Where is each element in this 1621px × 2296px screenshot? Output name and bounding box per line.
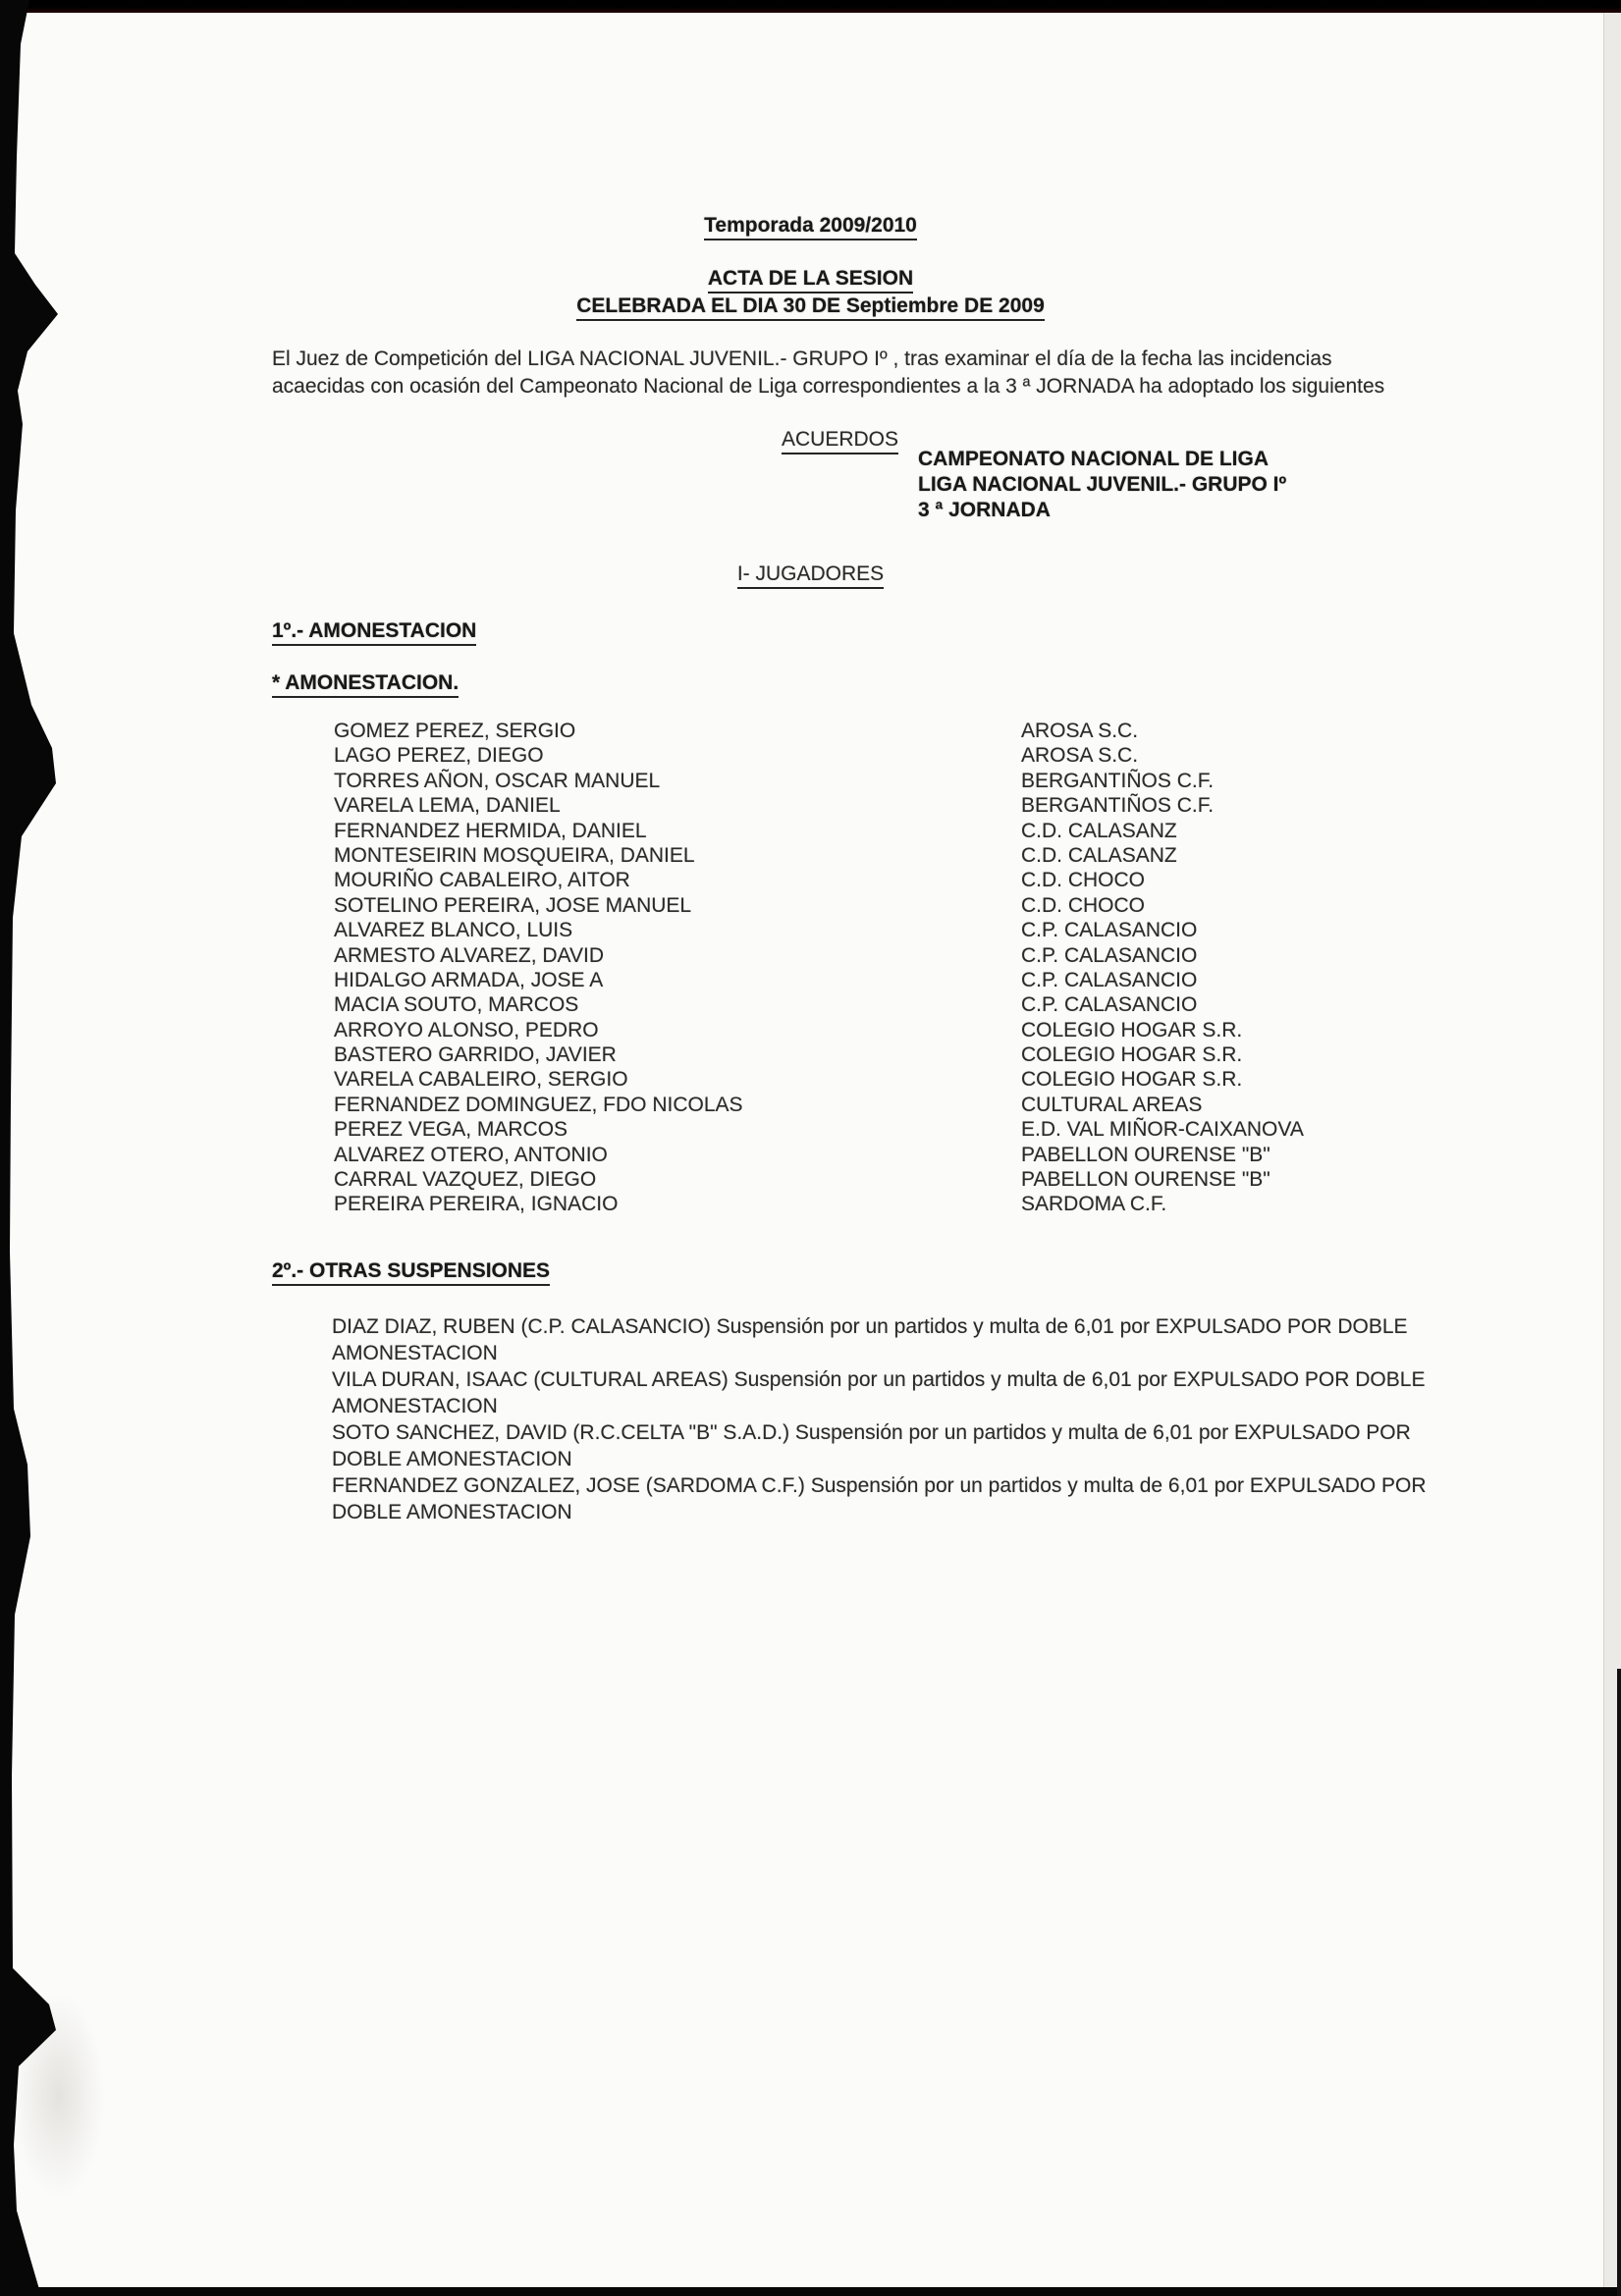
player-club: PABELLON OURENSE "B" [1021,1143,1270,1166]
amonestacion-row [334,968,1316,992]
amonestacion-row [334,1117,1316,1142]
player-name: BASTERO GARRIDO, JAVIER [334,1043,617,1067]
player-club: SARDOMA C.F. [1021,1193,1167,1216]
jugadores-heading: I- JUGADORES [737,562,884,589]
amonestacion-row [334,918,1316,942]
competition-line-2: LIGA NACIONAL JUVENIL.- GRUPO Iº [918,473,1287,496]
player-club: C.P. CALASANCIO [1021,943,1198,967]
doc-subtitle-row [0,294,1621,318]
competition-block [918,447,1286,523]
doc-title-row [0,267,1621,291]
amonestaciones-list [334,719,1316,1217]
player-name: LAGO PEREZ, DIEGO [334,744,544,768]
player-name: GOMEZ PEREZ, SERGIO [334,720,576,742]
season-title-row [0,214,1621,238]
amonestacion-row [334,1093,1316,1117]
player-club: C.D. CALASANZ [1021,843,1177,867]
player-name: ALVAREZ BLANCO, LUIS [334,919,573,942]
amonestacion-row [334,1192,1316,1216]
player-name: HIDALGO ARMADA, JOSE A [334,968,604,991]
suspension-entry-line1: DIAZ DIAZ, RUBEN (C.P. CALASANCIO) Suspensión por un partidos y multa de 6,01 por EXPULSADO POR DOBLE [332,1315,1408,1338]
player-club: CULTURAL AREAS [1021,1093,1203,1116]
amonestacion-row [334,1167,1316,1192]
suspensiones-list [332,1313,1510,1525]
section2-heading: 2º.- OTRAS SUSPENSIONES [272,1259,550,1286]
amonestacion-row [334,1018,1316,1042]
amonestacion-row [334,793,1316,818]
scan-top-edge-artifact [0,0,1621,13]
player-name: MACIA SOUTO, MARCOS [334,993,579,1017]
player-club: C.D. CALASANZ [1021,819,1177,842]
player-name: PEREIRA PEREIRA, IGNACIO [334,1193,619,1216]
section1-heading: 1º.- AMONESTACION [272,619,476,646]
amonestacion-row [334,819,1316,843]
amonestacion-row [334,943,1316,968]
suspension-entry-line1: VILA DURAN, ISAAC (CULTURAL AREAS) Suspensión por un partidos y multa de 6,01 por EXPULSADO POR DOBLE [332,1368,1426,1391]
amonestacion-row [334,843,1316,868]
player-club: COLEGIO HOGAR S.R. [1021,1018,1243,1041]
amonestacion-row [334,1143,1316,1167]
player-club: C.D. CHOCO [1021,893,1145,917]
amonestacion-row [334,719,1316,743]
player-club: COLEGIO HOGAR S.R. [1021,1068,1243,1092]
suspension-entry [332,1472,1510,1525]
player-name: FERNANDEZ DOMINGUEZ, FDO NICOLAS [334,1093,743,1116]
player-name: CARRAL VAZQUEZ, DIEGO [334,1168,597,1192]
player-name: PEREZ VEGA, MARCOS [334,1118,568,1142]
intro-line-2: acaecidas con ocasión del Campeonato Nacional de Liga correspondientes a la 3 ª JORNADA ha adoptado los siguientes [272,375,1385,398]
intro-line-1: El Juez de Competición del LIGA NACIONAL JUVENIL.- GRUPO Iº , tras examinar el día de la fecha las incidencias [272,347,1332,370]
acuerdos-heading-row [0,428,1621,452]
player-club: C.P. CALASANCIO [1021,968,1198,991]
player-club: C.D. CHOCO [1021,869,1145,892]
doc-title: ACTA DE LA SESION [708,267,913,294]
section1-subheading: * AMONESTACION. [272,671,459,698]
season-title: Temporada 2009/2010 [704,214,917,240]
player-name: SOTELINO PEREIRA, JOSE MANUEL [334,893,692,917]
torn-left-edge-artifact [0,0,69,2296]
player-club: AROSA S.C. [1021,744,1139,768]
player-club: COLEGIO HOGAR S.R. [1021,1043,1243,1067]
player-club: BERGANTIÑOS C.F. [1021,794,1215,818]
player-name: VARELA CABALEIRO, SERGIO [334,1068,628,1092]
suspension-entry [332,1419,1510,1472]
player-club: C.P. CALASANCIO [1021,919,1198,942]
player-name: TORRES AÑON, OSCAR MANUEL [334,769,661,792]
amonestacion-row [334,992,1316,1017]
suspension-entry-line2: AMONESTACION [332,1395,498,1417]
amonestacion-row [334,769,1316,793]
suspension-entry-line1: SOTO SANCHEZ, DAVID (R.C.CELTA "B" S.A.D.) Suspensión por un partidos y multa de 6,01 por EXPULSADO POR [332,1421,1411,1444]
section2-heading-row [272,1259,550,1283]
player-name: ALVAREZ OTERO, ANTONIO [334,1143,608,1166]
competition-line-3: 3 ª JORNADA [918,499,1051,521]
suspension-entry-line1: FERNANDEZ GONZALEZ, JOSE (SARDOMA C.F.) Suspensión por un partidos y multa de 6,01 por EXPULSADO POR [332,1474,1427,1497]
doc-subtitle: CELEBRADA EL DIA 30 DE Septiembre DE 2009 [576,294,1045,321]
section1-heading-row [272,619,476,643]
player-name: ARROYO ALONSO, PEDRO [334,1018,599,1041]
player-name: MOURIÑO CABALEIRO, AITOR [334,869,630,892]
amonestacion-row [334,1042,1316,1067]
player-club: E.D. VAL MIÑOR-CAIXANOVA [1021,1118,1304,1142]
suspension-entry-line2: AMONESTACION [332,1342,498,1364]
player-name: MONTESEIRIN MOSQUEIRA, DANIEL [334,843,695,867]
section1-subheading-row [272,671,459,695]
competition-line-1: CAMPEONATO NACIONAL DE LIGA [918,448,1270,470]
acuerdos-heading: ACUERDOS [782,428,898,454]
suspension-entry-line2: DOBLE AMONESTACION [332,1448,572,1470]
player-club: C.P. CALASANCIO [1021,993,1198,1017]
player-club: BERGANTIÑOS C.F. [1021,769,1215,792]
player-name: ARMESTO ALVAREZ, DAVID [334,943,605,967]
player-club: PABELLON OURENSE "B" [1021,1168,1270,1192]
player-name: VARELA LEMA, DANIEL [334,794,561,818]
jugadores-heading-row [0,562,1621,586]
suspension-entry [332,1366,1510,1419]
intro-paragraph [272,346,1384,400]
suspension-entry [332,1313,1510,1366]
scan-bottom-edge-artifact [0,2287,1621,2296]
amonestacion-row [334,743,1316,768]
player-name: FERNANDEZ HERMIDA, DANIEL [334,819,647,842]
amonestacion-row [334,868,1316,892]
suspension-entry-line2: DOBLE AMONESTACION [332,1501,572,1523]
scan-right-dark-line-artifact [1617,1669,1621,2296]
amonestacion-row [334,893,1316,918]
player-club: AROSA S.C. [1021,720,1139,742]
amonestacion-row [334,1067,1316,1092]
